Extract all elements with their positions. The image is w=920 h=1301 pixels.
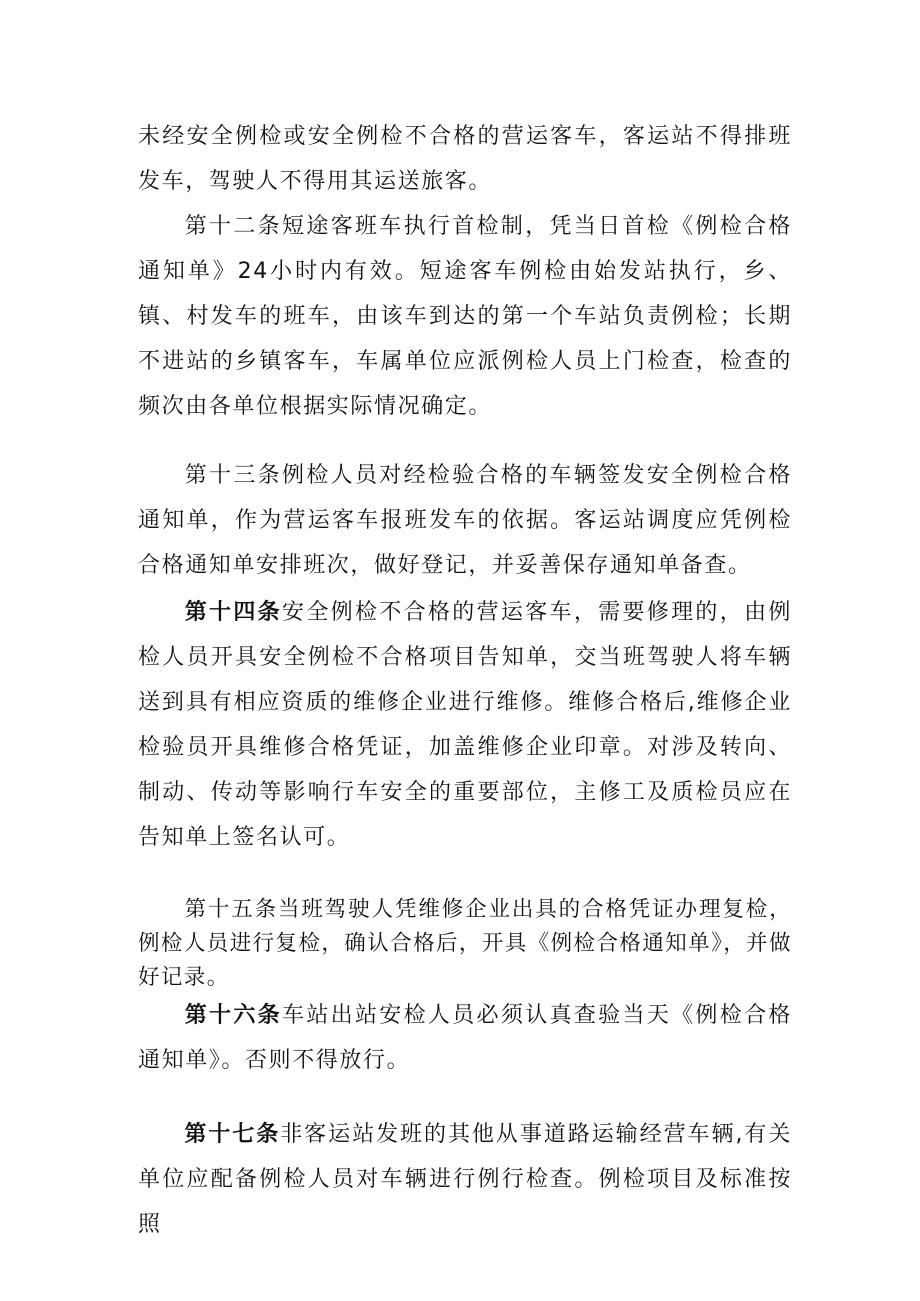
paragraph-continuation — [138, 114, 792, 204]
article-number: 第十七条 — [184, 1122, 281, 1147]
paragraph-text: 第十三条例检人员对经检验合格的车辆签发安全例检合格通知单，作为营运客车报班发车的依据。客运站调度应凭例检合格通知单安排班次，做好登记，并妥善保存通知单备查。 — [138, 463, 792, 578]
paragraph-article-15 — [138, 893, 792, 995]
paragraph-text: 车站出站安检人员必须认真查验当天《例检合格通知单》。否则不得放行。 — [138, 1003, 792, 1073]
paragraph-text: 第十五条当班驾驶人凭维修企业出具的合格凭证办理复检，例检人员进行复检，确认合格后，开具《例检合格通知单》，并做好记录。 — [138, 897, 792, 990]
paragraph-article-13 — [138, 453, 792, 588]
paragraph-article-14 — [138, 590, 792, 860]
paragraph-article-16 — [138, 993, 792, 1083]
paragraph-article-17 — [138, 1112, 792, 1247]
paragraph-text: 非客运站发班的其他从事道路运输经营车辆,有关单位应配备例检人员对车辆进行例行检查。例检项目及标准按照 — [138, 1122, 792, 1237]
paragraph-article-12 — [138, 204, 792, 429]
article-number: 第十四条 — [184, 600, 282, 625]
article-number: 第十六条 — [184, 1003, 282, 1028]
paragraph-text: 安全例检不合格的营运客车，需要修理的，由例检人员开具安全例检不合格项目告知单，交当班驾驶人将车辆送到具有相应资质的维修企业进行维修。维修合格后,维修企业检验员开具维修合格凭证，加盖维修企业印章。对涉及转向、制动、传动等影响行车安全的重要部位，主修工及质检员应在告知单上签名认可。 — [138, 600, 792, 850]
paragraph-text: 未经安全例检或安全例检不合格的营运客车，客运站不得排班发车，驾驶人不得用其运送旅客。 — [138, 124, 792, 194]
paragraph-text: 第十二条短途客班车执行首检制，凭当日首检《例检合格通知单》24小时内有效。短途客车例检由始发站执行，乡、镇、村发车的班车，由该车到达的第一个车站负责例检；长期不进站的乡镇客车，车属单位应派例检人员上门检查，检查的频次由各单位根据实际情况确定。 — [138, 214, 792, 419]
